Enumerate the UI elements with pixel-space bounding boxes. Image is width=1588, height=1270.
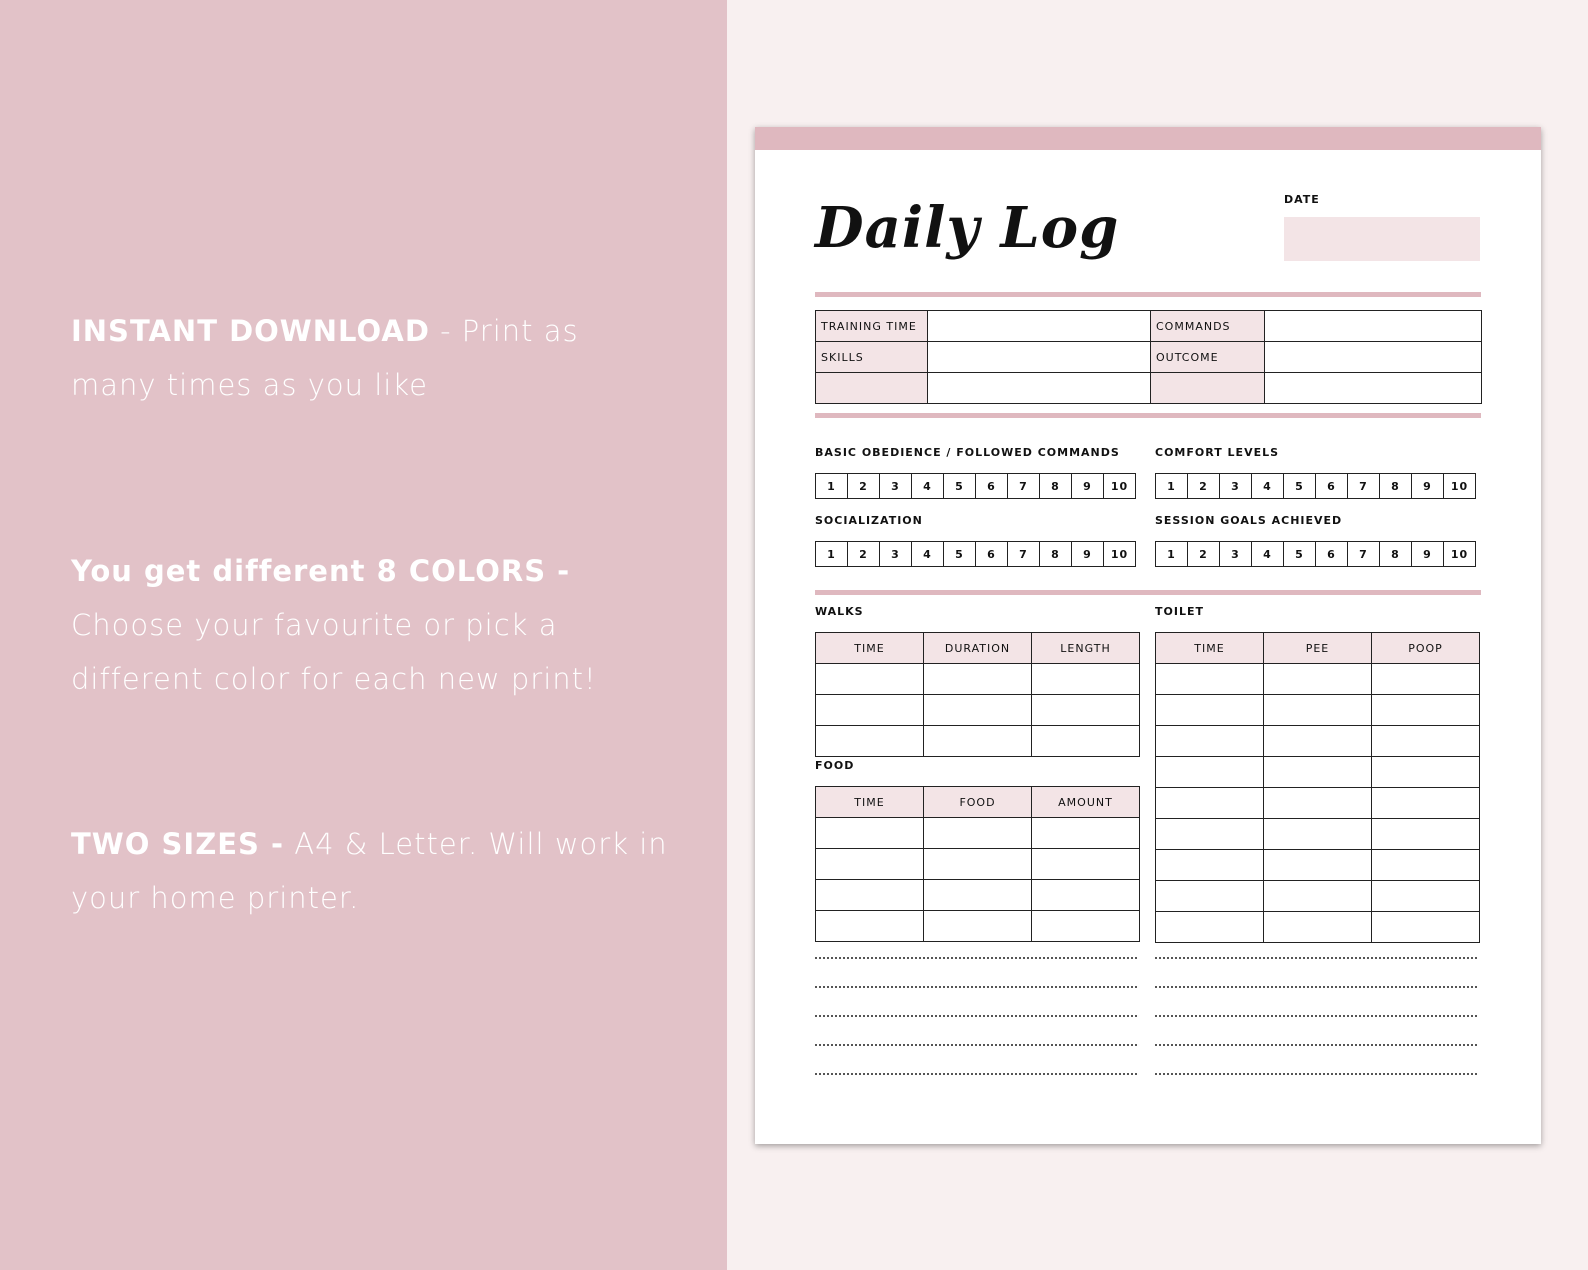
table-cell[interactable]	[1264, 881, 1372, 912]
scale-option[interactable]: 4	[1252, 474, 1284, 499]
skills-label: SKILLS	[816, 342, 928, 373]
divider	[815, 292, 1481, 297]
scale-option[interactable]: 8	[1040, 474, 1072, 499]
table-cell[interactable]	[1264, 912, 1372, 943]
obedience-scale	[815, 473, 1136, 499]
table-cell[interactable]	[1156, 695, 1264, 726]
scale-option[interactable]: 9	[1072, 542, 1104, 567]
table-cell[interactable]	[1156, 788, 1264, 819]
skills-field[interactable]	[928, 342, 1151, 373]
table-cell[interactable]	[1156, 850, 1264, 881]
scale-option[interactable]: 9	[1072, 474, 1104, 499]
scale-option[interactable]: 3	[1220, 542, 1252, 567]
table-cell[interactable]	[1032, 880, 1140, 911]
table-cell[interactable]	[1372, 695, 1480, 726]
table-row	[816, 849, 1140, 880]
scale-option[interactable]: 2	[1188, 542, 1220, 567]
table-cell[interactable]	[816, 664, 924, 695]
scale-option[interactable]: 5	[944, 542, 976, 567]
table-cell[interactable]	[924, 880, 1032, 911]
table-cell[interactable]	[1264, 850, 1372, 881]
sheet-header-bar	[755, 127, 1541, 150]
table-cell[interactable]	[1264, 757, 1372, 788]
toilet-header: POOP	[1372, 633, 1480, 664]
walks-table	[815, 632, 1140, 757]
scale-option[interactable]: 7	[1008, 542, 1040, 567]
note-line[interactable]	[1155, 957, 1477, 959]
note-line[interactable]	[815, 1044, 1137, 1046]
note-line[interactable]	[815, 1015, 1137, 1017]
table-cell[interactable]	[1156, 881, 1264, 912]
note-line[interactable]	[1155, 1073, 1477, 1075]
food-label: FOOD	[815, 759, 855, 772]
promo-text: - Print as many times as you like	[71, 314, 579, 402]
scale-option[interactable]: 5	[1284, 542, 1316, 567]
table-cell[interactable]	[1372, 912, 1480, 943]
table-row	[1156, 912, 1480, 943]
table-cell[interactable]	[1372, 850, 1480, 881]
table-cell[interactable]	[1156, 819, 1264, 850]
table-cell[interactable]	[1156, 726, 1264, 757]
table-row	[1156, 850, 1480, 881]
scale-option[interactable]: 1	[816, 474, 848, 499]
scale-option[interactable]: 7	[1348, 542, 1380, 567]
scale-option[interactable]: 6	[1316, 542, 1348, 567]
table-cell[interactable]	[816, 849, 924, 880]
info-table	[815, 310, 1482, 404]
scale-option[interactable]: 7	[1348, 474, 1380, 499]
note-line[interactable]	[815, 957, 1137, 959]
scale-option[interactable]: 2	[848, 474, 880, 499]
table-cell[interactable]	[924, 849, 1032, 880]
toilet-header: PEE	[1264, 633, 1372, 664]
table-cell[interactable]	[1372, 726, 1480, 757]
obedience-label: BASIC OBEDIENCE / FOLLOWED COMMANDS	[815, 446, 1120, 459]
table-cell[interactable]	[1372, 788, 1480, 819]
sheet-title: Daily Log	[815, 195, 1120, 261]
walks-header: TIME	[816, 633, 924, 664]
table-cell[interactable]	[1372, 664, 1480, 695]
toilet-label: TOILET	[1155, 605, 1204, 618]
scale-option[interactable]: 2	[1188, 474, 1220, 499]
outcome-label: OUTCOME	[1151, 342, 1265, 373]
blank-field[interactable]	[928, 373, 1151, 404]
table-cell[interactable]	[1264, 819, 1372, 850]
socialization-label: SOCIALIZATION	[815, 514, 923, 527]
table-row	[816, 911, 1140, 942]
table-cell[interactable]	[816, 695, 924, 726]
scale-option[interactable]: 8	[1380, 474, 1412, 499]
daily-log-sheet	[755, 127, 1541, 1144]
table-row	[816, 726, 1140, 757]
table-cell[interactable]	[1032, 726, 1140, 757]
scale-option[interactable]: 9	[1412, 474, 1444, 499]
table-cell[interactable]	[924, 664, 1032, 695]
scale-option[interactable]: 2	[848, 542, 880, 567]
scale-option[interactable]: 8	[1380, 542, 1412, 567]
table-cell[interactable]	[1032, 664, 1140, 695]
scale-option[interactable]: 9	[1412, 542, 1444, 567]
table-row	[816, 664, 1140, 695]
table-row	[816, 695, 1140, 726]
scale-option[interactable]: 7	[1008, 474, 1040, 499]
scale-option[interactable]: 10	[1104, 474, 1136, 499]
date-field[interactable]	[1284, 217, 1480, 261]
promo-heading: TWO SIZES -	[71, 827, 285, 861]
table-cell[interactable]	[1156, 664, 1264, 695]
table-cell[interactable]	[924, 695, 1032, 726]
promo-panel	[0, 0, 727, 1270]
table-cell[interactable]	[924, 726, 1032, 757]
outcome-field[interactable]	[1265, 342, 1482, 373]
table-cell[interactable]	[1264, 664, 1372, 695]
table-cell[interactable]	[816, 880, 924, 911]
note-line[interactable]	[1155, 1015, 1477, 1017]
goals-label: SESSION GOALS ACHIEVED	[1155, 514, 1343, 527]
table-cell[interactable]	[1372, 757, 1480, 788]
table-cell[interactable]	[1264, 695, 1372, 726]
scale-option[interactable]: 4	[912, 542, 944, 567]
scale-option[interactable]: 8	[1040, 542, 1072, 567]
promo-heading: INSTANT DOWNLOAD	[71, 314, 430, 348]
blank-field[interactable]	[1265, 373, 1482, 404]
note-line[interactable]	[1155, 1044, 1477, 1046]
food-header: AMOUNT	[1032, 787, 1140, 818]
scale-option[interactable]: 3	[880, 474, 912, 499]
toilet-table	[1155, 632, 1480, 943]
table-cell[interactable]	[1032, 849, 1140, 880]
table-cell[interactable]	[1372, 881, 1480, 912]
comfort-label: COMFORT LEVELS	[1155, 446, 1280, 459]
table-cell[interactable]	[816, 818, 924, 849]
promo-sizes	[71, 817, 671, 925]
scale-option[interactable]: 10	[1444, 542, 1476, 567]
table-cell[interactable]	[924, 818, 1032, 849]
training-time-field[interactable]	[928, 311, 1151, 342]
promo-text: A4 & Letter. Will work in your home printer.	[71, 827, 668, 915]
food-table	[815, 786, 1140, 942]
divider	[815, 413, 1481, 418]
divider	[815, 590, 1481, 595]
table-row	[1156, 757, 1480, 788]
table-cell[interactable]	[1032, 911, 1140, 942]
commands-label: COMMANDS	[1151, 311, 1265, 342]
scale-option[interactable]: 10	[1444, 474, 1476, 499]
promo-heading: You get different 8 COLORS -	[71, 554, 571, 588]
commands-field[interactable]	[1265, 311, 1482, 342]
scale-option[interactable]: 5	[1284, 474, 1316, 499]
table-cell[interactable]	[1372, 819, 1480, 850]
food-header: FOOD	[924, 787, 1032, 818]
scale-option[interactable]: 4	[1252, 542, 1284, 567]
training-time-label: TRAINING TIME	[816, 311, 928, 342]
toilet-header: TIME	[1156, 633, 1264, 664]
scale-option[interactable]: 1	[816, 542, 848, 567]
table-cell[interactable]	[1156, 912, 1264, 943]
table-cell[interactable]	[1264, 726, 1372, 757]
scale-option[interactable]: 6	[976, 474, 1008, 499]
note-line[interactable]	[1155, 986, 1477, 988]
comfort-scale	[1155, 473, 1476, 499]
table-cell[interactable]	[1032, 818, 1140, 849]
promo-colors	[71, 544, 671, 706]
table-row	[816, 818, 1140, 849]
scale-option[interactable]: 3	[880, 542, 912, 567]
table-row	[1156, 664, 1480, 695]
food-header: TIME	[816, 787, 924, 818]
note-line[interactable]	[815, 1073, 1137, 1075]
table-row	[1156, 695, 1480, 726]
table-cell[interactable]	[1032, 695, 1140, 726]
note-line[interactable]	[815, 986, 1137, 988]
walks-header: DURATION	[924, 633, 1032, 664]
walks-label: WALKS	[815, 605, 864, 618]
scale-option[interactable]: 1	[1156, 474, 1188, 499]
scale-option[interactable]: 6	[976, 542, 1008, 567]
scale-option[interactable]: 3	[1220, 474, 1252, 499]
table-row	[816, 880, 1140, 911]
table-row	[1156, 726, 1480, 757]
blank-label-cell[interactable]	[1151, 373, 1265, 404]
scale-option[interactable]: 10	[1104, 542, 1136, 567]
table-cell[interactable]	[1156, 757, 1264, 788]
promo-text: Choose your favourite or pick a different color for each new print!	[71, 608, 597, 696]
table-row	[1156, 819, 1480, 850]
table-cell[interactable]	[924, 911, 1032, 942]
scale-option[interactable]: 5	[944, 474, 976, 499]
scale-option[interactable]: 4	[912, 474, 944, 499]
table-row	[1156, 788, 1480, 819]
date-label: DATE	[1284, 193, 1320, 206]
table-cell[interactable]	[1264, 788, 1372, 819]
goals-scale	[1155, 541, 1476, 567]
table-cell[interactable]	[816, 726, 924, 757]
socialization-scale	[815, 541, 1136, 567]
promo-instant-download	[71, 304, 671, 412]
blank-label-cell[interactable]	[816, 373, 928, 404]
scale-option[interactable]: 6	[1316, 474, 1348, 499]
table-row	[1156, 881, 1480, 912]
table-cell[interactable]	[816, 911, 924, 942]
walks-header: LENGTH	[1032, 633, 1140, 664]
scale-option[interactable]: 1	[1156, 542, 1188, 567]
